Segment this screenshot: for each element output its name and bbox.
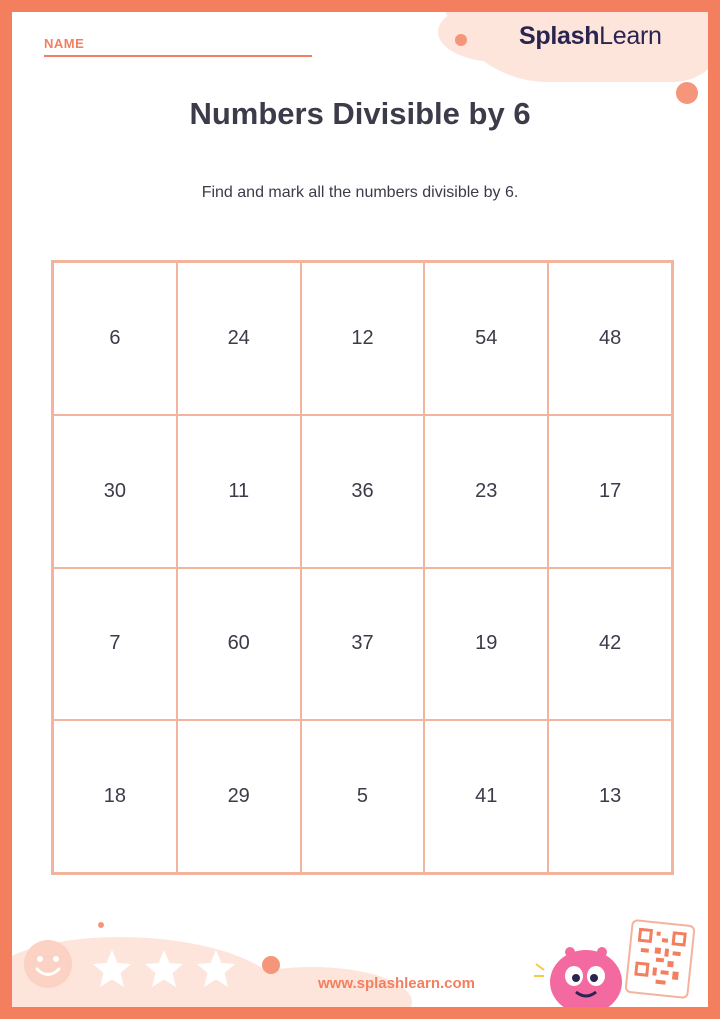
- decorative-dot: [98, 922, 104, 928]
- qr-code-icon: [624, 919, 695, 999]
- grid-cell[interactable]: 54: [424, 262, 548, 415]
- star-icon: [194, 947, 238, 991]
- number-grid: [51, 260, 674, 875]
- grid-cell[interactable]: 30: [53, 415, 177, 568]
- grid-cell[interactable]: 29: [177, 720, 301, 873]
- grid-cell[interactable]: 13: [548, 720, 672, 873]
- worksheet-title: Numbers Divisible by 6: [189, 96, 531, 131]
- name-field-line[interactable]: [44, 55, 312, 57]
- star-icon: [142, 947, 186, 991]
- grid-cell[interactable]: 48: [548, 262, 672, 415]
- grid-cell[interactable]: 17: [548, 415, 672, 568]
- grid-cell[interactable]: 6: [53, 262, 177, 415]
- website-url: www.splashlearn.com: [318, 975, 475, 992]
- decorative-dot: [455, 34, 467, 46]
- grid-cell[interactable]: 36: [301, 415, 425, 568]
- grid-cell[interactable]: 37: [301, 568, 425, 721]
- mascot-icon: [530, 930, 632, 1007]
- smiley-icon: [22, 938, 74, 990]
- grid-cell[interactable]: 42: [548, 568, 672, 721]
- grid-cell[interactable]: 60: [177, 568, 301, 721]
- name-label: NAME: [44, 36, 85, 51]
- grid-cell[interactable]: 19: [424, 568, 548, 721]
- star-icon: [90, 947, 134, 991]
- brand-logo: [519, 22, 662, 51]
- decorative-dot: [262, 956, 280, 974]
- grid-cell[interactable]: 5: [301, 720, 425, 873]
- grid-cell[interactable]: 18: [53, 720, 177, 873]
- grid-cell[interactable]: 12: [301, 262, 425, 415]
- worksheet-instruction: Find and mark all the numbers divisible by 6.: [201, 184, 519, 201]
- grid-cell[interactable]: 24: [177, 262, 301, 415]
- grid-cell[interactable]: 41: [424, 720, 548, 873]
- brand-logo-bold: Splash: [519, 22, 600, 50]
- grid-cell[interactable]: 11: [177, 415, 301, 568]
- grid-cell[interactable]: 23: [424, 415, 548, 568]
- brand-logo-light: Learn: [599, 22, 662, 50]
- grid-cell[interactable]: 7: [53, 568, 177, 721]
- worksheet-page: [12, 12, 708, 1007]
- star-row: [90, 947, 238, 991]
